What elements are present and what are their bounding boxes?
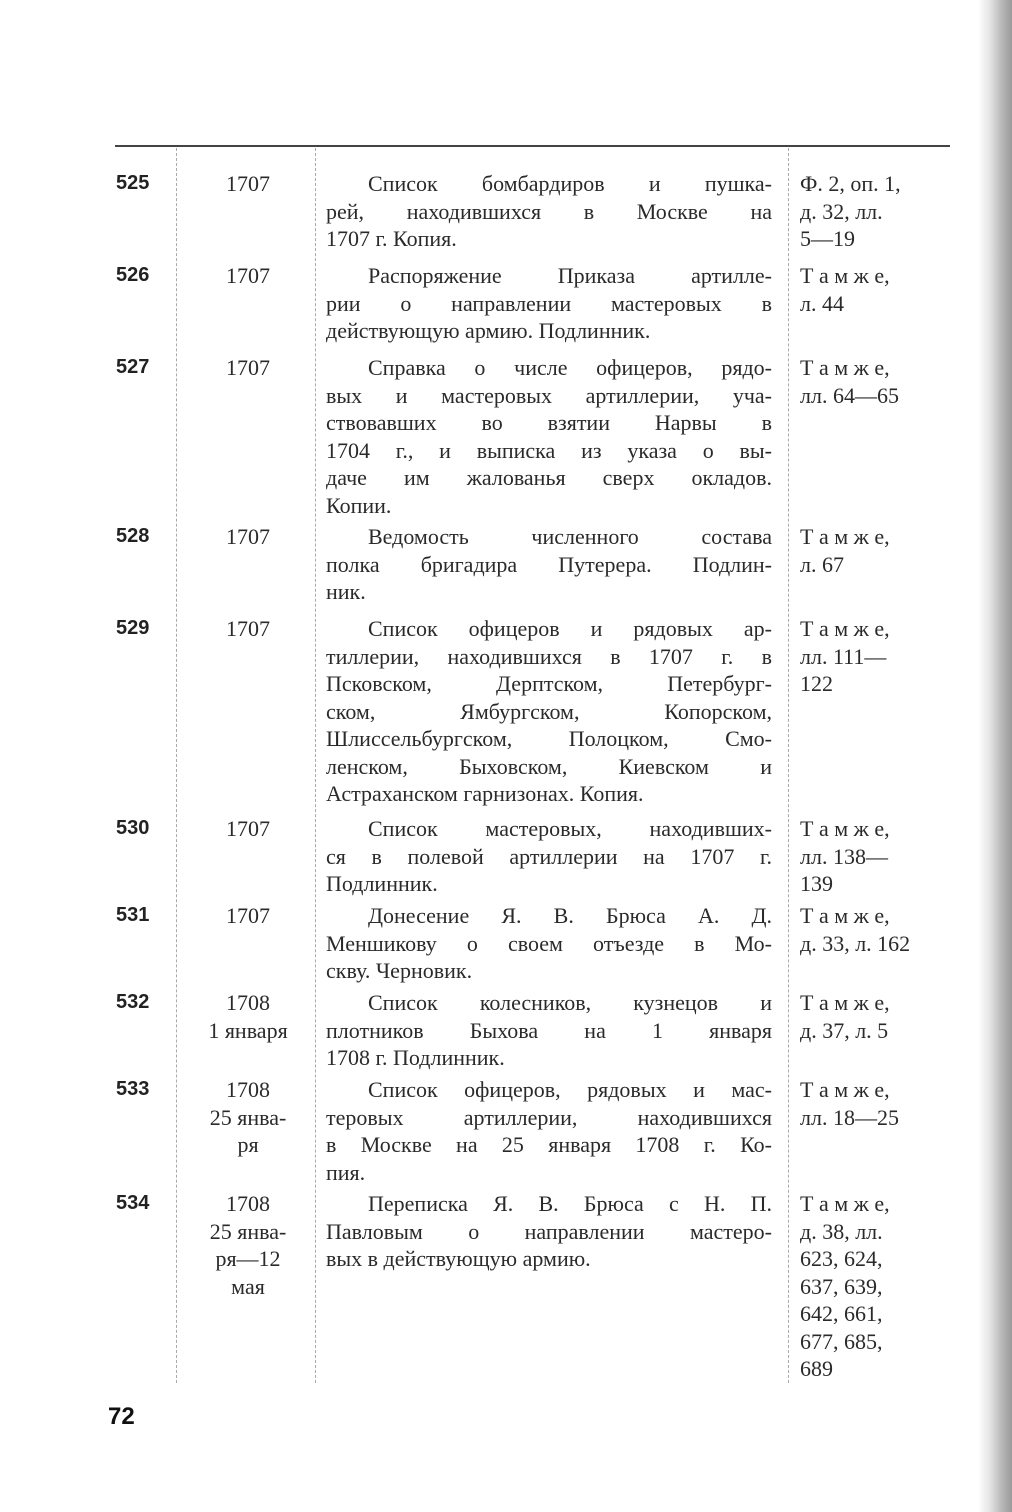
reference-line: 689 <box>800 1356 833 1381</box>
entry-date: 1707 <box>226 263 270 288</box>
description-line: тиллерии, находившихся в 1707 г. в <box>326 643 772 669</box>
entry-number: 527 <box>116 356 150 378</box>
column-divider <box>315 148 316 1383</box>
entry-archive-reference <box>800 902 958 957</box>
entry-number: 532 <box>116 991 150 1013</box>
description-line: вых в действующую армию. <box>326 1246 591 1271</box>
reference-line: Т а м ж е, <box>800 524 890 549</box>
description-line: Список мастеровых, находивших- <box>368 816 772 841</box>
entry-archive-reference <box>800 170 958 253</box>
description-line: 1708 г. Подлинник. <box>326 1045 505 1070</box>
entry-archive-reference <box>800 523 958 578</box>
entry-date: 1708 1 января <box>208 990 288 1043</box>
reference-line: Т а м ж е, <box>800 263 890 288</box>
entry-description <box>326 1190 772 1273</box>
reference-line: Т а м ж е, <box>800 616 890 641</box>
description-line: в Москве на 25 января 1708 г. Ко- <box>326 1132 772 1157</box>
description-line: полка бригадира Путерера. Подлин- <box>326 551 772 577</box>
entry-date: 1707 <box>226 355 270 380</box>
description-line: теровых артиллерии, находившихся <box>326 1104 772 1130</box>
description-line: ленском, Быховском, Киевском и <box>326 753 772 779</box>
description-line: Псковском, Дерптском, Петербург- <box>326 671 772 696</box>
reference-line: лл. 64—65 <box>800 382 899 408</box>
reference-line: 139 <box>800 871 833 896</box>
entry-description <box>326 815 772 898</box>
reference-line: Т а м ж е, <box>800 355 890 380</box>
reference-line: лл. 18—25 <box>800 1104 899 1130</box>
reference-line: д. 37, л. 5 <box>800 1017 889 1043</box>
reference-line: 637, 639, <box>800 1273 883 1299</box>
description-line: вых и мастеровых артиллерии, уча- <box>326 382 772 408</box>
description-line: рии о направлении мастеровых в <box>326 290 772 316</box>
description-line: ся в полевой артиллерии на 1707 г. <box>326 843 772 869</box>
description-line: рей, находившихся в Москве на <box>326 198 772 224</box>
description-line: Справка о числе офицеров, рядо- <box>368 355 772 380</box>
reference-line: лл. 111— <box>800 643 887 669</box>
reference-line: Т а м ж е, <box>800 1077 890 1102</box>
reference-line: 677, 685, <box>800 1328 883 1354</box>
column-divider <box>788 148 789 1383</box>
reference-line: Т а м ж е, <box>800 816 890 841</box>
description-line: действующую армию. Подлинник. <box>326 318 651 343</box>
entry-date: 1708 25 янва- ря <box>209 1077 287 1157</box>
description-line: Список колесников, кузнецов и <box>368 990 772 1015</box>
description-line: ском, Ямбургском, Копорском, <box>326 698 772 724</box>
description-line: 1704 г., и выписка из указа о вы- <box>326 437 772 463</box>
description-line: Павловым о направлении мастеро- <box>326 1218 772 1244</box>
description-line: Меншикову о своем отъезде в Мо- <box>326 930 772 956</box>
entry-number: 529 <box>116 617 150 639</box>
entry-archive-reference <box>800 354 958 409</box>
description-line: Копии. <box>326 492 392 518</box>
reference-line: 642, 661, <box>800 1301 883 1326</box>
reference-line: Ф. 2, оп. 1, <box>800 171 901 196</box>
reference-line: Т а м ж е, <box>800 990 890 1015</box>
description-line: ник. <box>326 579 366 604</box>
description-line: Список офицеров и рядовых ар- <box>368 616 772 641</box>
reference-line: д. 38, лл. <box>800 1218 883 1244</box>
description-line: Шлиссельбургском, Полоцком, Смо- <box>326 726 772 751</box>
reference-line: лл. 138— <box>800 843 888 869</box>
entry-description <box>326 615 772 808</box>
entry-number: 528 <box>116 525 150 547</box>
description-line: Список бомбардиров и пушка- <box>368 171 772 196</box>
entry-date: 1707 <box>226 171 270 196</box>
entry-archive-reference <box>800 262 958 317</box>
description-line: скву. Черновик. <box>326 958 473 983</box>
reference-line: Т а м ж е, <box>800 903 890 928</box>
description-line: Ведомость численного состава <box>368 524 772 549</box>
entry-description <box>326 902 772 985</box>
description-line: Донесение Я. В. Брюса А. Д. <box>368 903 772 928</box>
entry-archive-reference <box>800 1190 958 1383</box>
entry-description <box>326 1076 772 1186</box>
entry-description <box>326 354 772 519</box>
entry-date: 1707 <box>226 524 270 549</box>
page-number: 72 <box>108 1403 135 1430</box>
description-line: пия. <box>326 1159 366 1185</box>
page-edge-shadow <box>978 0 1012 1512</box>
entry-date: 1708 25 янва- ря—12 мая <box>209 1191 287 1299</box>
description-line: Переписка Я. В. Брюса с Н. П. <box>368 1191 772 1216</box>
reference-line: 122 <box>800 671 833 696</box>
reference-line: л. 67 <box>800 551 844 577</box>
entry-archive-reference <box>800 989 958 1044</box>
entry-number: 531 <box>116 904 150 926</box>
reference-line: Т а м ж е, <box>800 1191 890 1216</box>
entry-date: 1707 <box>226 903 270 928</box>
reference-line: д. 33, л. 162 <box>800 930 911 956</box>
entry-number: 534 <box>116 1192 150 1214</box>
reference-line: 623, 624, <box>800 1246 883 1271</box>
entry-description <box>326 170 772 253</box>
entry-description <box>326 989 772 1072</box>
entry-archive-reference <box>800 1076 958 1131</box>
description-line: Распоряжение Приказа артилле- <box>368 263 772 288</box>
entry-description <box>326 523 772 606</box>
entry-description <box>326 262 772 345</box>
description-line: Список офицеров, рядовых и мас- <box>368 1077 772 1102</box>
entry-date: 1707 <box>226 816 270 841</box>
entry-number: 530 <box>116 817 150 839</box>
reference-line: 5—19 <box>800 226 855 251</box>
description-line: даче им жалованья сверх окладов. <box>326 465 772 490</box>
entry-number: 526 <box>116 264 150 286</box>
table-top-rule <box>115 145 950 147</box>
entry-archive-reference <box>800 815 958 898</box>
description-line: плотников Быхова на 1 января <box>326 1017 772 1043</box>
entry-date: 1707 <box>226 616 270 641</box>
column-divider <box>176 148 177 1383</box>
reference-line: л. 44 <box>800 290 844 316</box>
entry-number: 533 <box>116 1078 150 1100</box>
description-line: 1707 г. Копия. <box>326 226 457 251</box>
entry-number: 525 <box>116 172 150 194</box>
description-line: Подлинник. <box>326 871 438 896</box>
reference-line: д. 32, лл. <box>800 198 883 224</box>
description-line: ствовавших во взятии Нарвы в <box>326 410 772 435</box>
entry-archive-reference <box>800 615 958 698</box>
description-line: Астраханском гарнизонах. Копия. <box>326 781 644 806</box>
